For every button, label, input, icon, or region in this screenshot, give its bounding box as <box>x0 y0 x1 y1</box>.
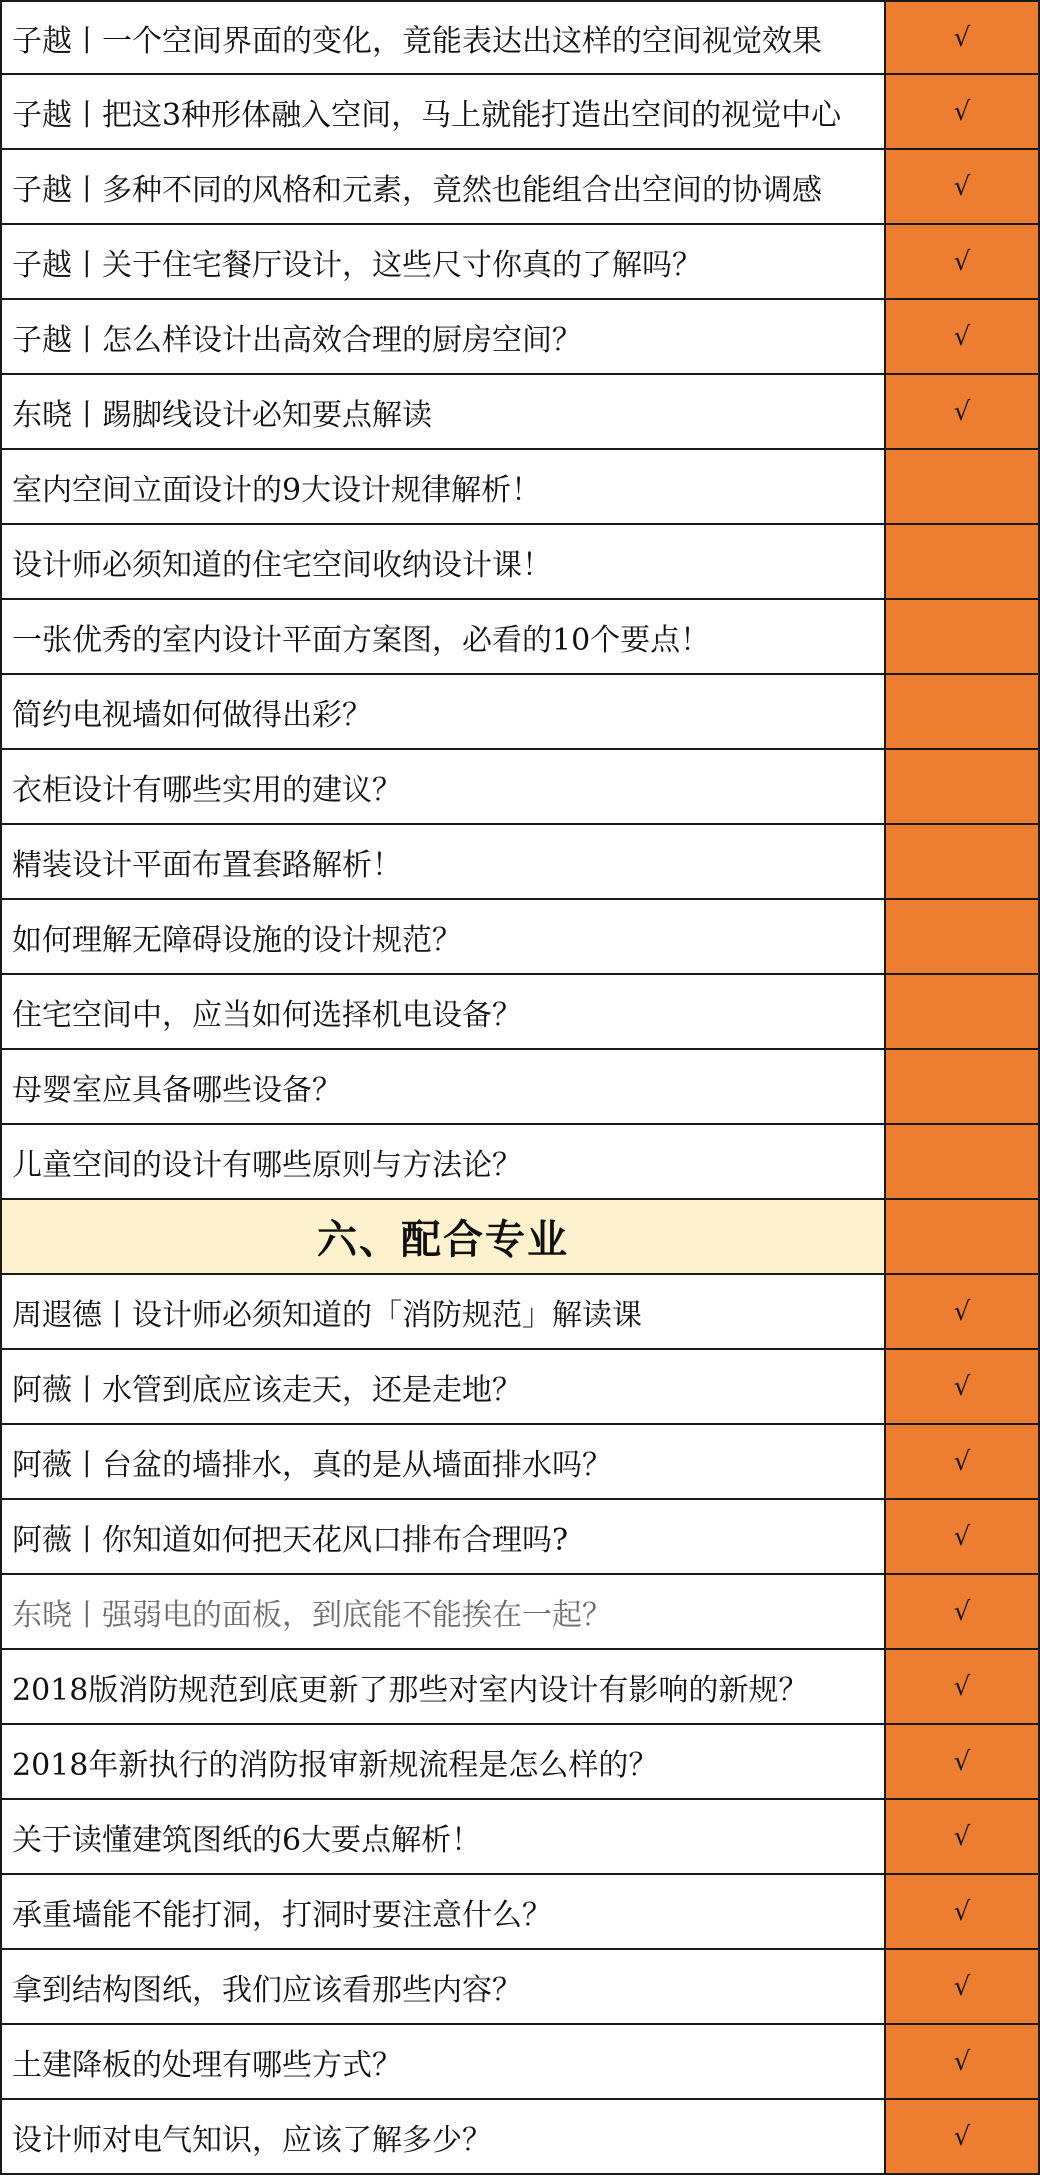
status-cell <box>884 975 1040 1050</box>
table-row <box>0 150 1040 225</box>
course-title-cell: 关于读懂建筑图纸的6大要点解析！ <box>0 1800 884 1875</box>
course-title-cell: 2018年新执行的消防报审新规流程是怎么样的？ <box>0 1725 884 1800</box>
section-title: 六、配合专业 <box>0 1200 884 1275</box>
checkmark-cell: √ <box>884 1950 1040 2025</box>
course-title-cell: 精装设计平面布置套路解析！ <box>0 825 884 900</box>
checkmark-cell: √ <box>884 1725 1040 1800</box>
table-row <box>0 225 1040 300</box>
table-row <box>0 1425 1040 1500</box>
checkmark-cell: √ <box>884 1500 1040 1575</box>
table-row <box>0 2100 1040 2175</box>
course-title-cell: 东晓丨踢脚线设计必知要点解读 <box>0 375 884 450</box>
table-row <box>0 375 1040 450</box>
checkmark-cell: √ <box>884 1875 1040 1950</box>
table-row <box>0 1275 1040 1350</box>
checkmark-cell: √ <box>884 1350 1040 1425</box>
course-title-cell: 母婴室应具备哪些设备？ <box>0 1050 884 1125</box>
table-row <box>0 1575 1040 1650</box>
course-title-cell: 子越丨一个空间界面的变化，竟能表达出这样的空间视觉效果 <box>0 2 884 75</box>
course-title-cell: 设计师必须知道的住宅空间收纳设计课！ <box>0 525 884 600</box>
table-row <box>0 1875 1040 1950</box>
course-title-cell: 简约电视墙如何做得出彩？ <box>0 675 884 750</box>
course-title-cell: 承重墙能不能打洞，打洞时要注意什么？ <box>0 1875 884 1950</box>
checkmark-cell: √ <box>884 1650 1040 1725</box>
course-title-cell: 周遐德丨设计师必须知道的「消防规范」解读课 <box>0 1275 884 1350</box>
course-title-cell: 儿童空间的设计有哪些原则与方法论？ <box>0 1125 884 1200</box>
status-cell <box>884 900 1040 975</box>
course-title-cell: 子越丨关于住宅餐厅设计，这些尺寸你真的了解吗？ <box>0 225 884 300</box>
course-title-cell: 衣柜设计有哪些实用的建议？ <box>0 750 884 825</box>
course-title-cell: 室内空间立面设计的9大设计规律解析！ <box>0 450 884 525</box>
table-row <box>0 900 1040 975</box>
table-row <box>0 1500 1040 1575</box>
table-row <box>0 1950 1040 2025</box>
table-row <box>0 2025 1040 2100</box>
course-title-cell: 设计师对电气知识，应该了解多少？ <box>0 2100 884 2175</box>
status-cell <box>884 750 1040 825</box>
section-header-row <box>0 1200 1040 1275</box>
course-title-cell: 如何理解无障碍设施的设计规范？ <box>0 900 884 975</box>
checkmark-cell: √ <box>884 2 1040 75</box>
table-row <box>0 0 1040 75</box>
table-row <box>0 1350 1040 1425</box>
checkmark-cell: √ <box>884 2100 1040 2175</box>
checkmark-cell: √ <box>884 2025 1040 2100</box>
table-row <box>0 675 1040 750</box>
table-row <box>0 1650 1040 1725</box>
checkmark-cell: √ <box>884 1800 1040 1875</box>
table-row <box>0 1125 1040 1200</box>
status-cell <box>884 600 1040 675</box>
checkmark-cell: √ <box>884 375 1040 450</box>
status-cell <box>884 825 1040 900</box>
table-row <box>0 600 1040 675</box>
course-title-cell: 阿薇丨你知道如何把天花风口排布合理吗? <box>0 1500 884 1575</box>
checkmark-cell: √ <box>884 300 1040 375</box>
status-cell <box>884 450 1040 525</box>
table-row <box>0 825 1040 900</box>
checkmark-cell: √ <box>884 75 1040 150</box>
table-row <box>0 975 1040 1050</box>
status-cell <box>884 1050 1040 1125</box>
course-title-cell: 阿薇丨台盆的墙排水，真的是从墙面排水吗？ <box>0 1425 884 1500</box>
course-title-cell: 子越丨把这3种形体融入空间，马上就能打造出空间的视觉中心 <box>0 75 884 150</box>
course-title-cell: 子越丨怎么样设计出高效合理的厨房空间？ <box>0 300 884 375</box>
checkmark-cell: √ <box>884 150 1040 225</box>
table-row <box>0 300 1040 375</box>
table-row <box>0 1800 1040 1875</box>
course-title-cell: 土建降板的处理有哪些方式？ <box>0 2025 884 2100</box>
course-title-cell: 东晓丨强弱电的面板，到底能不能挨在一起？ <box>0 1575 884 1650</box>
checkmark-cell: √ <box>884 1575 1040 1650</box>
checkmark-cell: √ <box>884 1425 1040 1500</box>
table-row <box>0 1725 1040 1800</box>
course-title-cell: 拿到结构图纸，我们应该看那些内容？ <box>0 1950 884 2025</box>
table-row <box>0 525 1040 600</box>
course-title-cell: 2018版消防规范到底更新了那些对室内设计有影响的新规？ <box>0 1650 884 1725</box>
table-row <box>0 450 1040 525</box>
course-title-cell: 阿薇丨水管到底应该走天，还是走地？ <box>0 1350 884 1425</box>
status-cell <box>884 675 1040 750</box>
course-title-cell: 子越丨多种不同的风格和元素，竟然也能组合出空间的协调感 <box>0 150 884 225</box>
table-row <box>0 750 1040 825</box>
course-title-cell: 住宅空间中，应当如何选择机电设备？ <box>0 975 884 1050</box>
course-title-cell: 一张优秀的室内设计平面方案图，必看的10个要点！ <box>0 600 884 675</box>
status-cell <box>884 1125 1040 1200</box>
status-cell <box>884 1200 1040 1275</box>
checkmark-cell: √ <box>884 1275 1040 1350</box>
status-cell <box>884 525 1040 600</box>
table-row <box>0 75 1040 150</box>
checkmark-cell: √ <box>884 225 1040 300</box>
table-row <box>0 1050 1040 1125</box>
